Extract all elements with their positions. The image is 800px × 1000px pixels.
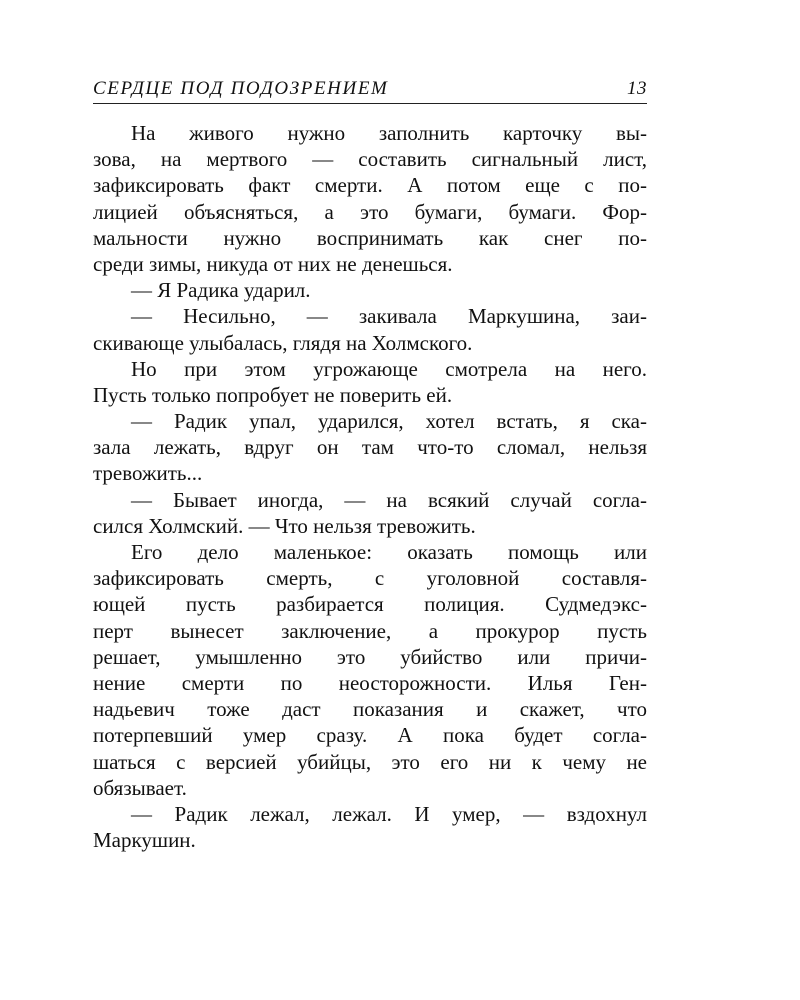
- text-line: Маркушин.: [93, 828, 196, 853]
- text-line: шаться с версией убийцы, это его ни к чему не: [93, 749, 647, 774]
- text-line: Пусть только попробует не поверить ей.: [93, 382, 453, 407]
- body-text: [93, 120, 647, 853]
- text-line: мальности нужно воспринимать как снег по-: [93, 225, 647, 250]
- text-line: На живого нужно заполнить карточку вы-: [131, 121, 647, 145]
- text-line: зала лежать, вдруг он там что-то сломал, нельзя: [93, 435, 647, 460]
- text-line: — Радик лежал, лежал. И умер, — вздохнул: [131, 801, 647, 826]
- text-line: — Несильно, — закивала Маркушина, заи-: [131, 304, 647, 329]
- book-title: СЕРДЦЕ ПОД ПОДОЗРЕНИЕМ: [93, 78, 389, 99]
- text-line: надьевич тоже даст показания и скажет, что: [93, 697, 647, 722]
- text-line: потерпевший умер сразу. А пока будет согла-: [93, 723, 647, 748]
- text-line: среди зимы, никуда от них не денешься.: [93, 251, 453, 276]
- text-line: зова, на мертвого — составить сигнальный лист,: [93, 147, 647, 172]
- text-line: зафиксировать факт смерти. А потом еще с по-: [93, 173, 647, 198]
- text-line: обязывает.: [93, 775, 187, 800]
- text-line: решает, умышленно это убийство или причи-: [93, 644, 647, 669]
- text-line: — Бывает иногда, — на всякий случай согла-: [131, 487, 647, 512]
- text-line: ющей пусть разбирается полиция. Судмедэкс-: [93, 592, 647, 617]
- text-line: Но при этом угрожающе смотрела на него.: [131, 356, 647, 381]
- text-line: нение смерти по неосторожности. Илья Ген-: [93, 670, 647, 695]
- text-line: зафиксировать смерть, с уголовной составля-: [93, 566, 647, 591]
- text-line: лицией объясняться, а это бумаги, бумаги. Фор-: [93, 199, 647, 224]
- text-line: сился Холмский. — Что нельзя тревожить.: [93, 513, 476, 538]
- text-line: Его дело маленькое: оказать помощь или: [131, 540, 647, 564]
- text-line: — Я Радика ударил.: [131, 278, 311, 303]
- text-line: тревожить...: [93, 461, 203, 486]
- page-number: 13: [627, 78, 647, 99]
- text-line: скивающе улыбалась, глядя на Холмского.: [93, 330, 473, 355]
- text-line: — Радик упал, ударился, хотел встать, я ска-: [131, 409, 647, 434]
- running-head: [93, 78, 647, 104]
- book-page: [93, 78, 647, 853]
- text-line: перт вынесет заключение, а прокурор пусть: [93, 618, 647, 643]
